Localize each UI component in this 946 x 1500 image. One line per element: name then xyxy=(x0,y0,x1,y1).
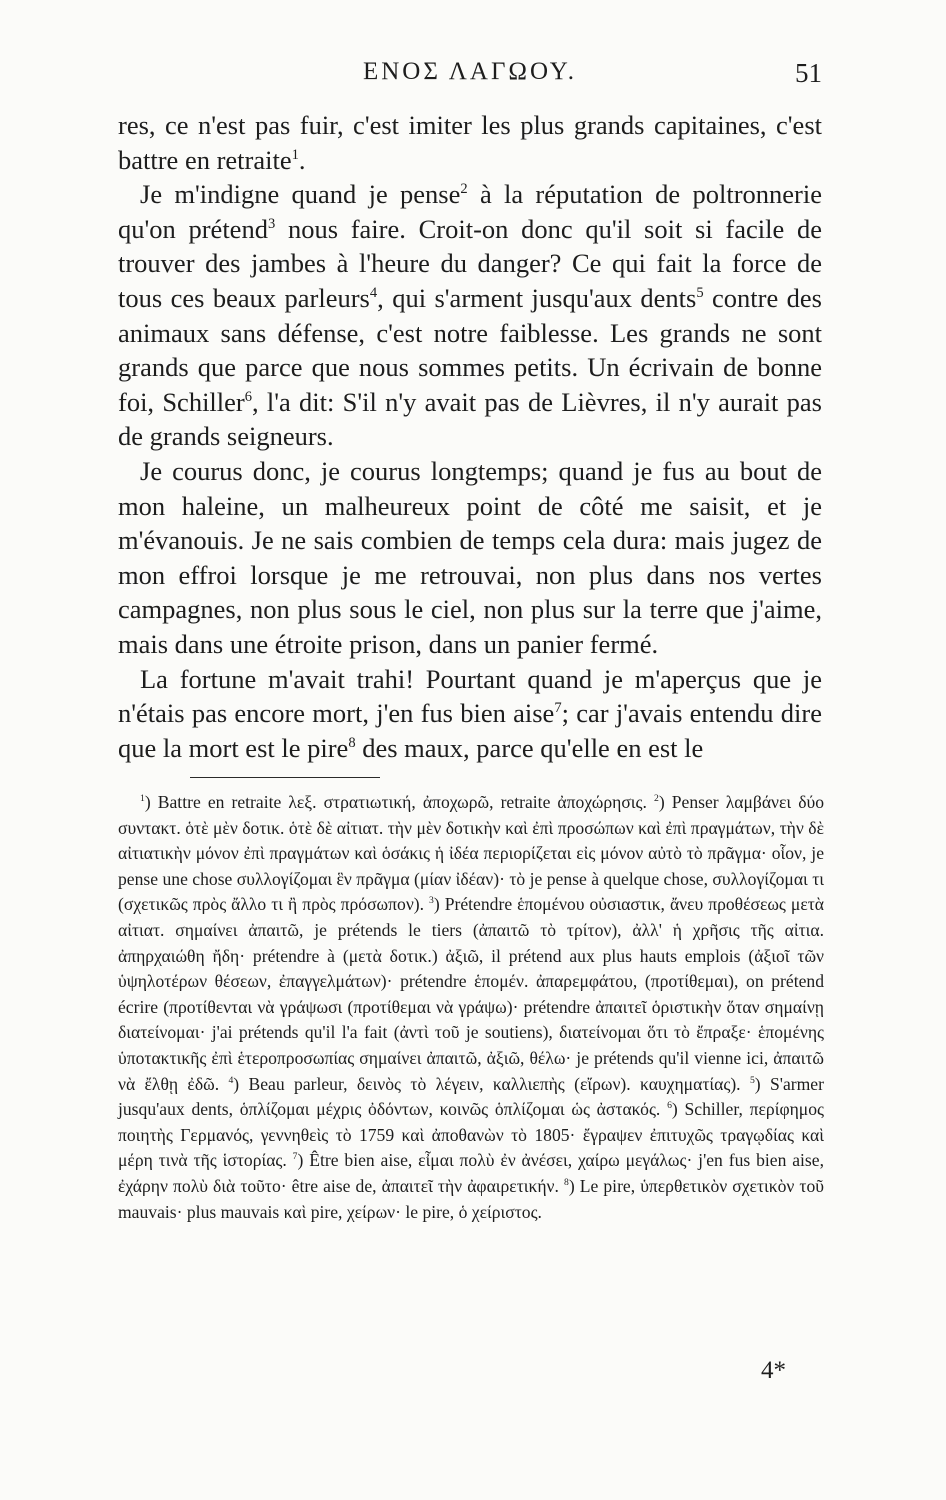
footnote-ref: 7 xyxy=(554,700,562,717)
footnote-number: 6 xyxy=(667,1100,672,1112)
paragraph-2 xyxy=(118,177,822,454)
footnote-text: ) Beau parleur, δεινὸς τὸ λέγειν, καλλιεπὴς (εἴρων). καυχηματίας). xyxy=(233,1073,741,1094)
text-run: des maux, parce qu'elle en est le xyxy=(355,732,704,763)
footnote-number: 2 xyxy=(653,793,659,805)
footnote-number: 3 xyxy=(429,895,434,907)
footnote-number: 4 xyxy=(228,1074,234,1086)
footnote-ref: 6 xyxy=(244,388,253,405)
text-run: Je m'indigne quand je pense xyxy=(140,179,461,210)
footnote-ref: 3 xyxy=(267,215,276,232)
running-title: ΕΝΟΣ ΛΑΓΩΟΥ. xyxy=(362,58,578,85)
main-text xyxy=(118,108,822,765)
text-run: , qui s'arment jusqu'aux dents xyxy=(377,282,697,313)
footnote-number: 1 xyxy=(140,793,145,805)
footnote-text: ) Être bien aise, εἶμαι πολὺ ἐν ἀνέσει, χαίρω μεγάλως· j'en fus bien aise, ἐχάρην πολὺ διὰ τοῦτο· être aise de, ἀπαιτεῖ τὴν ἀφαιρετικήν. xyxy=(118,1150,824,1196)
footnote-block xyxy=(118,790,824,1225)
paragraph-4 xyxy=(118,662,822,766)
footnote-number: 8 xyxy=(564,1177,569,1189)
page-header xyxy=(118,58,822,98)
text-run: ; car j'avais entendu dire que la mort est le pire xyxy=(118,698,822,763)
text-run: nous faire. Croit-on donc qu'il soit si facile de trouver des jambes à l'heure du danger? Ce qui fait la force de tous ces beaux parleurs xyxy=(118,213,822,313)
footnote-ref: 2 xyxy=(460,181,468,198)
footnote-separator xyxy=(190,777,380,778)
footnote-text: ) Le pire, ὑπερθετικὸν σχετικὸν τοῦ mauvais· plus mauvais καὶ pire, χείρων· le pire, ὁ χείριστος. xyxy=(118,1175,825,1222)
text-run: contre des animaux sans défense, c'est notre faiblesse. Les grands ne sont grands que parce que nous sommes petits. Un écrivain de bonne foi, Schiller xyxy=(118,282,822,417)
text-run: La fortune m'avait trahi! Pourtant quand je m'aperçus que je n'étais pas encore mort, j'en fus bien aise xyxy=(118,663,822,729)
footnote-ref: 1 xyxy=(291,146,299,163)
text-run: Je courus donc, je courus longtemps; quand je fus au bout de mon haleine, un malheureux point de côté me saisit, et je m'évanouis. Je ne sais combien de temps cela dura: mais jugez de mon effroi lorsque je me retrouvai, non plus dans nos vertes campagnes, non plus sous le ciel, non plus sur la terre que j'aime, mais dans une étroite prison, dans un panier fermé. xyxy=(118,455,822,659)
signature-mark: 4* xyxy=(761,1357,786,1384)
footnote-ref: 4 xyxy=(369,285,378,302)
footnote-text: ) Prétendre ἑπομένου οὐσιαστικ, ἄνευ προθέσεως μετὰ αἰτιατ. σημαίνει ἀπαιτῶ, je prétends le tiers (ἀπαιτῶ τὸ τρίτον), ἀλλ' ἡ χρῆσις τῆς αἰτια. ἀπηρχαιώθη ἤδη· prétendre à (μετὰ δοτικ.) ἀξιῶ, il prétend aux plus hauts emplois (ἀξιοῖ τῶν ὑψηλοτέρων θέσεων, ἐπαγγελμάτων)· prétendre ἑπομέν. ἀπαρεμφάτου, (προτίθεμαι), on prétend écrire (προτίθενται νὰ γράψωσι (προτίθεμαι νὰ γράψω)· prétendre ἀπαιτεῖ ὁριστικὴν ὅταν σημαίνῃ διατείνομαι· j'ai prétends qu'il l'a fait (ἀντὶ τοῦ je soutiens), διατείνομαι ὅτι τὸ ἔπραξε· ἑπομένης ὑποτακτικῆς ἐπὶ ἑτεροπροσωπίας σημαίνει ἀπαιτῶ, ἀξιῶ, θέλω· je prétends qu'il vienne ici, ἀπαιτῶ νὰ ἔλθῃ ἐδῶ. xyxy=(118,894,824,1094)
footnote-number: 5 xyxy=(749,1074,755,1086)
text-run: res, ce n'est pas fuir, c'est imiter les plus grands capitaines, c'est battre en retraite xyxy=(118,110,822,175)
text-run: , l'a dit: S'il n'y avait pas de Lièvres, il n'y aurait pas de grands seigneurs. xyxy=(118,386,822,452)
footnote-text: ) Battre en retraite λεξ. στρατιωτική, ἀποχωρῶ, retraite ἀποχώρησις. xyxy=(144,792,647,812)
footnote-number: 7 xyxy=(292,1151,298,1163)
footnote-ref: 5 xyxy=(696,285,704,302)
footnotes xyxy=(118,790,824,1225)
footnote-ref: 8 xyxy=(348,734,356,751)
footnote-text: ) S'armer jusqu'aux dents, ὁπλίζομαι μέχρις ὀδόντων, κοινῶς ὁπλίζομαι ὡς ἀστακός. xyxy=(118,1073,824,1120)
page-number: 51 xyxy=(795,58,822,88)
paragraph-3 xyxy=(118,454,822,662)
footnote-text: ) Schiller, περίφημος ποιητὴς Γερμανός, γεννηθεὶς τὸ 1759 καὶ ἀποθανὼν τὸ 1805· ἔγραψεν ἐπιτυχῶς τραγῳδίας καὶ μέρη τινὰ τῆς ἱστορίας. xyxy=(118,1099,824,1171)
text-run: à la réputation de poltronnerie qu'on prétend xyxy=(118,179,822,244)
paragraph-1 xyxy=(118,108,822,177)
text-run: . xyxy=(298,144,306,175)
footnote-text: ) Penser λαμβάνει δύο συντακτ. ὁτὲ μὲν δοτικ. ὁτὲ δὲ αἰτιατ. τὴν μὲν δοτικὴν καὶ ἐπὶ προσώπων καὶ ἐπὶ πραγμάτων, τὴν δὲ αἰτιατικὴν μόνον ἐπὶ πραγμάτων καὶ ὁσάκις ἡ ἰδέα περιορίζεται εἰς μόνον αὐτὸ τὸ πρᾶγμα· οἷον, je pense une chose συλλογίζομαι ἓν πρᾶγμα (μίαν ἰδέαν)· τὸ je pense à quelque chose, συλλογίζομαι τι (σχετικῶς πρὸς ἄλλο τι ἢ πρὸς πρόσωπον). xyxy=(118,792,824,915)
